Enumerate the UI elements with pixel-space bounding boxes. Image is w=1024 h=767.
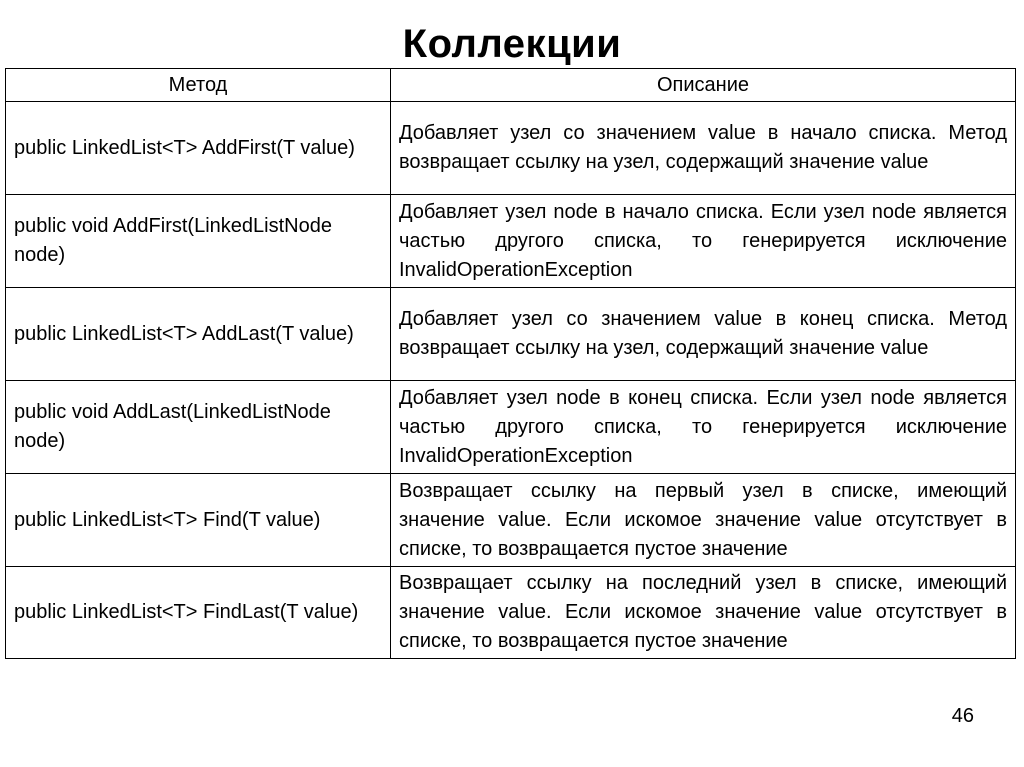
table-header-row — [6, 69, 1016, 102]
method-cell: public LinkedList<T> AddLast(T value) — [6, 288, 391, 381]
slide-title: Коллекции — [402, 22, 622, 66]
description-cell: Добавляет узел со значением value в начало списка. Метод возвращает ссылку на узел, содержащий значение value — [391, 102, 1016, 195]
header-method: Метод — [6, 69, 391, 102]
method-cell: public void AddFirst(LinkedListNode node) — [6, 195, 391, 288]
description-cell: Возвращает ссылку на первый узел в списке, имеющий значение value. Если искомое значение value отсутствует в списке, то возвращается пустое значение — [391, 474, 1016, 567]
description-cell: Возвращает ссылку на последний узел в списке, имеющий значение value. Если искомое значение value отсутствует в списке, то возвращается пустое значение — [391, 567, 1016, 659]
page-number: 46 — [951, 705, 974, 727]
table-row — [6, 381, 1016, 474]
method-cell: public void AddLast(LinkedListNode node) — [6, 381, 391, 474]
header-description: Описание — [391, 69, 1016, 102]
methods-table — [5, 68, 1016, 659]
method-cell: public LinkedList<T> AddFirst(T value) — [6, 102, 391, 195]
method-cell: public LinkedList<T> FindLast(T value) — [6, 567, 391, 659]
table-row — [6, 474, 1016, 567]
description-cell: Добавляет узел node в конец списка. Если узел node является частью другого списка, то генерируется исключение InvalidOperationException — [391, 381, 1016, 474]
table-row — [6, 102, 1016, 195]
table-row — [6, 195, 1016, 288]
method-cell: public LinkedList<T> Find(T value) — [6, 474, 391, 567]
table-row — [6, 288, 1016, 381]
table-row — [6, 567, 1016, 659]
description-cell: Добавляет узел node в начало списка. Если узел node является частью другого списка, то генерируется исключение InvalidOperationException — [391, 195, 1016, 288]
description-cell: Добавляет узел со значением value в конец списка. Метод возвращает ссылку на узел, содержащий значение value — [391, 288, 1016, 381]
